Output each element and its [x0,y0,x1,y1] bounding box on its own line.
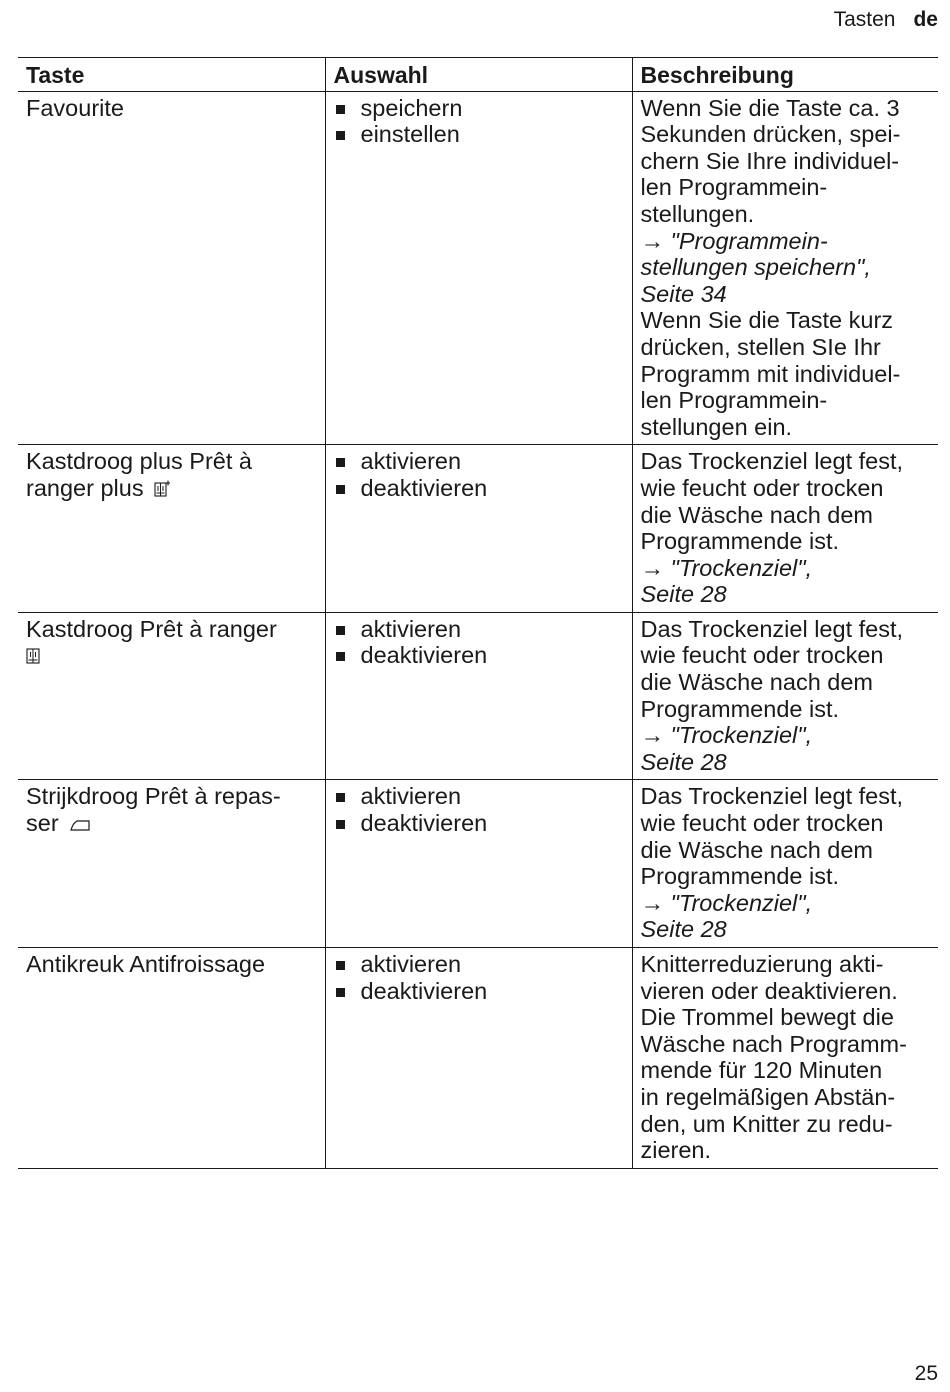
description-line: Das Trockenziel legt fest, [640,448,904,475]
description-line: stellungen. [640,200,755,227]
description-cell [632,948,938,1169]
table-row [18,91,938,445]
description-line: Die Trommel bewegt die [640,1004,894,1031]
table-header-row [18,58,938,92]
chapter-title: Tasten [833,8,896,31]
options-list [334,95,624,148]
key-cell [18,91,325,445]
key-cell [18,445,325,613]
cross-reference: stellungen speichern", [640,254,871,281]
option-item: deaktivieren [334,978,624,1005]
cross-reference: → "Trockenziel", [640,722,813,749]
cross-reference: → "Programmein- [640,227,828,254]
key-name-line: Kastdroog Prêt à ranger [26,615,277,642]
description-line: Wäsche nach Programm- [640,1030,907,1057]
description-line: vieren oder deaktivieren. [640,977,898,1004]
cupboard-dry-icon [26,647,42,665]
description-line: wie feucht oder trocken [640,474,884,501]
language-code: de [913,8,938,31]
table-row [18,780,938,948]
description-line: mende für 120 Minuten [640,1057,883,1084]
option-item: aktivieren [334,783,624,810]
description-line: drücken, stellen SIe Ihr [640,333,881,360]
description-line: Programmende ist. [640,528,840,555]
keys-table [18,57,938,1169]
description-line: stellungen ein. [640,413,793,440]
description-line: Sekunden drücken, spei- [640,121,901,148]
description-cell [632,91,938,445]
description-cell [632,780,938,948]
description-line: in regelmäßigen Abstän- [640,1083,896,1110]
description-line: wie feucht oder trocken [640,810,884,837]
key-cell [18,780,325,948]
description-line: Das Trockenziel legt fest, [640,783,904,810]
option-item: speichern [334,95,624,122]
cross-reference-page: Seite 34 [640,280,727,307]
key-cell [18,948,325,1169]
cross-reference-page: Seite 28 [640,581,727,608]
column-header-auswahl: Auswahl [325,58,632,92]
option-item: aktivieren [334,448,624,475]
cross-reference-page: Seite 28 [640,748,727,775]
description-line: len Programmein- [640,174,828,201]
description-line: Programmende ist. [640,863,840,890]
column-header-beschreibung: Beschreibung [632,58,938,92]
cross-reference-page: Seite 28 [640,916,727,943]
iron-dry-icon [69,815,91,833]
description-line: Programm mit individuel- [640,360,901,387]
description-line: zieren. [640,1137,712,1164]
option-item: einstellen [334,121,624,148]
key-name-line: ser [26,810,59,837]
key-name-line: Strijkdroog Prêt à repas- [26,783,281,810]
page-header [834,8,938,32]
key-name: Antikreuk Antifroissage [26,951,266,977]
description-line: den, um Knitter zu redu- [640,1110,893,1137]
table-row [18,445,938,613]
description-line: die Wäsche nach dem [640,669,874,696]
option-item: deaktivieren [334,642,624,669]
options-list [334,951,624,1004]
key-name-line: Kastdroog plus Prêt à [26,448,252,475]
cupboard-dry-plus-icon [154,480,170,498]
description-line: Wenn Sie die Taste kurz [640,307,894,334]
description-line: wie feucht oder trocken [640,642,884,669]
options-list [334,616,624,669]
table-row [18,948,938,1169]
options-cell [325,612,632,780]
cross-reference: → "Trockenziel", [640,554,813,581]
description-line: len Programmein- [640,387,828,414]
description-line: chern Sie Ihre individuel- [640,147,900,174]
options-list [334,448,624,501]
description-line: Wenn Sie die Taste ca. 3 [640,94,900,121]
description-line: die Wäsche nach dem [640,836,874,863]
options-cell [325,445,632,613]
description-cell [632,612,938,780]
column-header-taste: Taste [18,58,325,92]
option-item: deaktivieren [334,475,624,502]
table-row [18,612,938,780]
options-cell [325,780,632,948]
options-list [334,783,624,836]
description-line: Das Trockenziel legt fest, [640,615,904,642]
page-number: 25 [914,1362,938,1385]
key-cell [18,612,325,780]
description-cell [632,445,938,613]
key-name-line: ranger plus [26,474,144,501]
option-item: aktivieren [334,616,624,643]
options-cell [325,948,632,1169]
option-item: aktivieren [334,951,624,978]
description-line: Knitterreduzierung akti- [640,951,884,977]
key-name: Favourite [26,94,124,121]
option-item: deaktivieren [334,810,624,837]
description-line: die Wäsche nach dem [640,501,874,528]
cross-reference: → "Trockenziel", [640,889,813,916]
description-line: Programmende ist. [640,695,840,722]
options-cell [325,91,632,445]
